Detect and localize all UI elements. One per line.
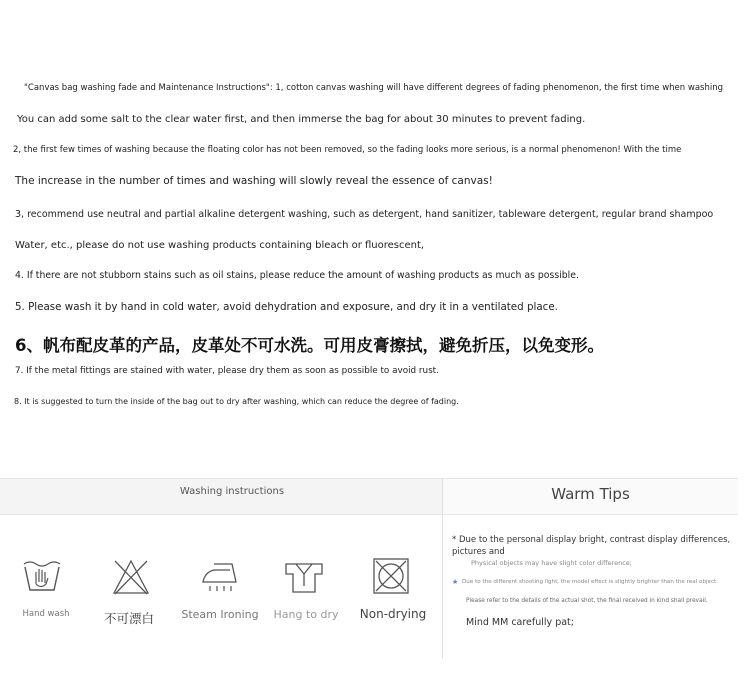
instruction-line-5: 3, recommend use neutral and partial alkaline detergent washing, such as detergent, hand sanitizer, tableware detergent, regular brand shampoo [15, 209, 714, 220]
hang-dry-icon [284, 562, 324, 594]
instruction-line-4: The increase in the number of times and washing will slowly reveal the essence of canvas! [15, 175, 493, 187]
tip-line-1: * Due to the personal display bright, contrast display differences, [452, 535, 731, 545]
washing-instructions-title: Washing instructions [179, 486, 285, 497]
instruction-line-11: 8. It is suggested to turn the inside of the bag out to dry after washing, which can reduce the degree of fading. [14, 397, 459, 406]
steam-iron-icon [200, 560, 240, 594]
steam-iron-label: Steam Ironing [181, 608, 259, 621]
instruction-line-10: 7. If the metal fittings are stained with water, please dry them as soon as possible to avoid rust. [15, 366, 439, 376]
tip-line-6: Mind MM carefully pat; [466, 617, 574, 628]
no-bleach-icon [112, 558, 150, 596]
tip-line-4: Due to the different shooting light, the model effect is slightly brighter than the real object. [462, 579, 719, 585]
instruction-line-9: 6、帆布配皮革的产品，皮革处不可水洗。可用皮膏擦拭，避免折压，以免变形。 [15, 336, 604, 355]
instruction-line-2: You can add some salt to the clear water first, and then immerse the bag for about 30 minutes to prevent fading. [17, 114, 586, 125]
star-icon: ★ [452, 578, 459, 586]
instruction-line-8: 5. Please wash it by hand in cold water, avoid dehydration and exposure, and dry it in a ventilated place. [15, 301, 558, 313]
instruction-line-6: Water, etc., please do not use washing products containing bleach or fluorescent, [15, 240, 425, 251]
hand-wash-icon [22, 558, 62, 594]
tip-line-3: Physical objects may have slight color difference; [471, 559, 632, 567]
no-tumble-dry-icon [372, 557, 410, 595]
hang-dry-label: Hang to dry [273, 608, 339, 621]
instruction-line-3: 2, the first few times of washing because the floating color has not been removed, so the fading looks more serious, is a normal phenomenon! With the time [13, 145, 682, 155]
tip-line-5: Please refer to the details of the actual shot, the final received in kind shall prevail. [466, 598, 708, 604]
hand-wash-label: Hand wash [22, 609, 70, 619]
no-tumble-dry-label: Non-drying [359, 607, 427, 621]
warm-tips-title: Warm Tips [551, 485, 630, 503]
washing-instructions-panel [0, 478, 442, 658]
warm-tips-panel [442, 478, 738, 658]
instruction-line-7: 4. If there are not stubborn stains such as oil stains, please reduce the amount of washing products as much as possible. [15, 270, 579, 281]
instruction-line-1: "Canvas bag washing fade and Maintenance Instructions": 1, cotton canvas washing will have different degrees of fading phenomenon, the first time when washing [24, 83, 723, 93]
no-bleach-label: 不可漂白 [103, 611, 154, 626]
tip-line-2: pictures and [452, 547, 505, 557]
